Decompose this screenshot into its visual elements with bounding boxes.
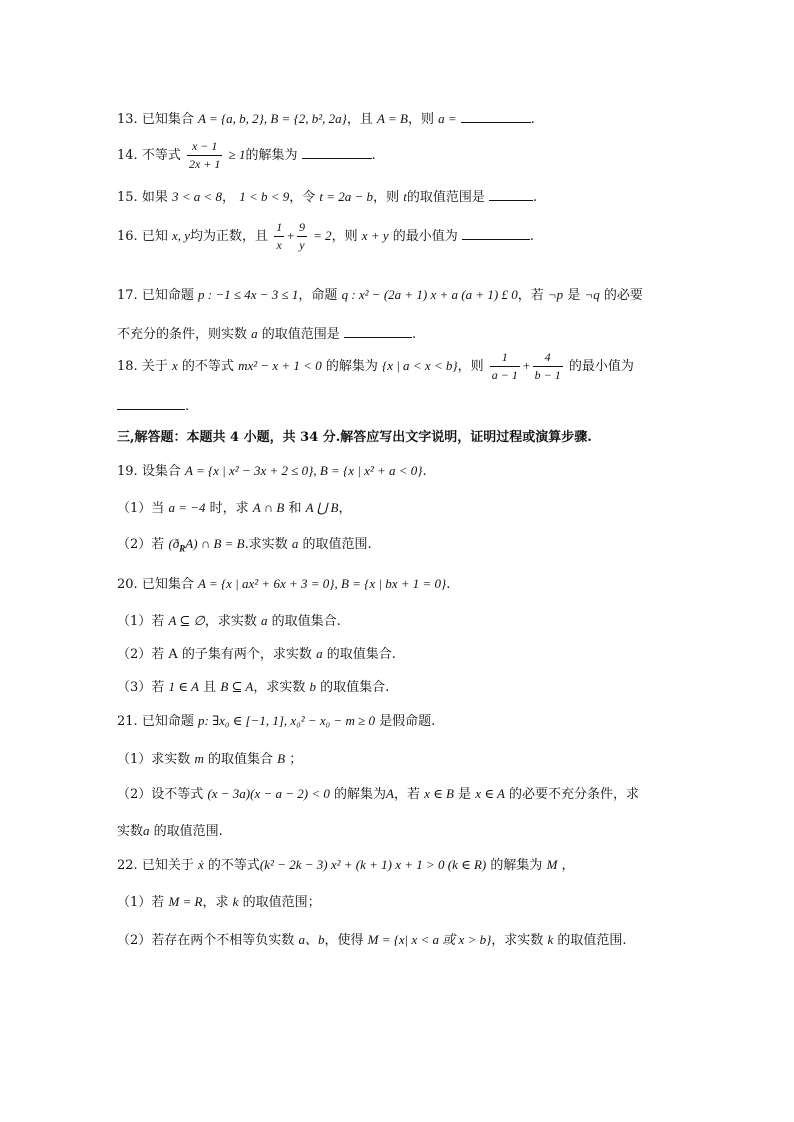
question-22-part-2: （2）若存在两个不相等负实数 a、b，使得 M = {x| x < a 或 x > b}，求实数 k 的取值范围. — [117, 932, 627, 948]
question-22-part-1: （1）若 M = R，求 k 的取值范围； — [117, 894, 321, 910]
question-21-part-2: （2）设不等式 (x − 3a)(x − a − 2) < 0 的解集为A，若 x ∈ B 是 x ∈ A 的必要不充分条件，求 — [117, 786, 640, 802]
question-number: 13. — [117, 112, 138, 127]
answer-blank[interactable] — [462, 227, 530, 240]
question-18: 18. 关于 x 的不等式 mx² − x + 1 < 0 的解集为 {x | a < x < b}，则 $\frac{1}{a - 1}$ + $\frac{4}{b - 1}$ 的最小值为 — [117, 350, 634, 382]
question-21-part-1: （1）求实数 m 的取值集合 B ； — [117, 751, 303, 767]
question-17-continued: 不充分的条件，则实数 a 的取值范围是 . — [117, 326, 417, 342]
answer-blank[interactable] — [461, 110, 531, 123]
question-number: 15. — [117, 190, 138, 205]
question-17: 17. 已知命题 p : −1 ≤ 4x − 3 ≤ 1，命题 q : x² − (2a + 1) x + a (a + 1) £ 0，若 ¬p 是 ¬q 的必要 — [117, 287, 643, 303]
fraction: $\frac{1}{x}$ — [276, 220, 283, 252]
question-number: 21. — [117, 714, 138, 729]
math-expression: A = {a, b, 2}, B = {2, b², 2a} — [197, 111, 347, 126]
question-18-continued: . — [117, 397, 189, 414]
answer-blank[interactable] — [117, 397, 185, 410]
fraction: $\frac{1}{a - 1}$ — [491, 350, 518, 382]
question-19: 19. 设集合 A = {x | x² − 3x + 2 ≤ 0}, B = {x | x² + a < 0}. — [117, 463, 427, 479]
question-20: 20. 已知集合 A = {x | ax² + 6x + 3 = 0}, B = {x | bx + 1 = 0}. — [117, 576, 451, 592]
question-16: 16. 已知 x, y均为正数，且 $\frac{1}{x}$ + $\frac{9}{y}$ = 2，则 x + y 的最小值为 . — [117, 220, 535, 252]
question-21-part-2-continued: 实数a 的取值范围. — [117, 823, 223, 839]
fraction: $\frac{9}{y}$ — [298, 220, 305, 252]
question-15: 15. 如果 3 < a < 8， 1 < b < 9，令 t = 2a − b，则 t的取值范围是 . — [117, 189, 538, 205]
question-number: 14. — [117, 148, 138, 163]
question-20-part-3: （3）若 1 ∈ A 且 B ⊆ A，求实数 b 的取值集合. — [117, 679, 390, 695]
answer-blank[interactable] — [489, 188, 533, 201]
question-number: 18. — [117, 359, 138, 374]
question-number: 16. — [117, 229, 138, 244]
question-22: 22. 已知关于 ẋ 的不等式(k² − 2k − 3) x² + (k + 1) x + 1 > 0 (k ∈ R) 的解集为 M ， — [117, 857, 575, 873]
question-number: 17. — [117, 288, 138, 303]
question-number: 22. — [117, 858, 138, 873]
question-number: 19. — [117, 464, 138, 479]
question-14: 14. 不等式 $\frac{x - 1}{2x + 1}$ ≥ 1的解集为 . — [117, 139, 376, 171]
question-20-part-1: （1）若 A ⊆ ∅，求实数 a 的取值集合. — [117, 613, 341, 629]
question-13: 13. 已知集合 A = {a, b, 2}, B = {2, b², 2a}，且 A = B，则 a = . — [117, 111, 535, 127]
section-heading: 三,解答题：本题共 4 小题，共 34 分.解答应写出文字说明，证明过程或演算步骤. — [117, 430, 592, 445]
fraction: $\frac{4}{b - 1}$ — [534, 350, 561, 382]
question-19-part-1: （1）当 a = −4 时，求 A ∩ B 和 A ⋃ B， — [117, 500, 352, 516]
question-19-part-2: （2）若 $(ð_RA)$ ∩ B = B.求实数 a 的取值范围. — [117, 536, 372, 554]
question-number: 20. — [117, 577, 138, 592]
answer-blank[interactable] — [344, 325, 412, 338]
question-20-part-2: （2）若 A 的子集有两个，求实数 a 的取值集合. — [117, 646, 396, 662]
fraction: $\frac{x - 1}{2x + 1}$ — [188, 139, 221, 171]
question-21: 21. 已知命题 p: ∃x₀ ∈ [−1, 1], x₀² − x₀ − m ≥ 0 是假命题. — [117, 713, 436, 729]
answer-blank[interactable] — [302, 146, 372, 159]
